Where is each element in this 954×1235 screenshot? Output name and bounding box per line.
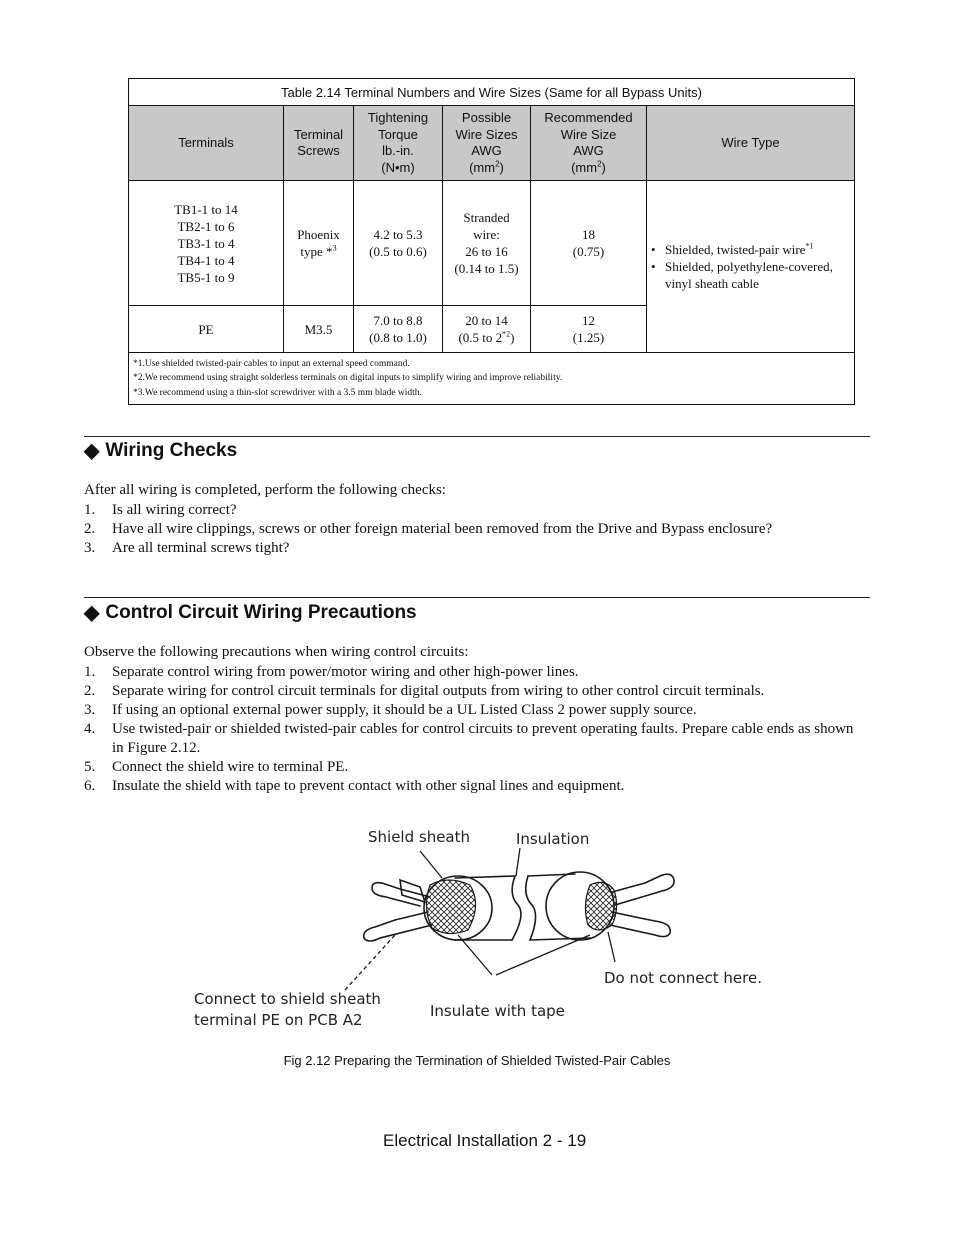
label-shield-sheath: Shield sheath [368,828,471,846]
cell-screws: Phoenix type *$^3$ [284,181,354,306]
right-wire-upper [612,874,674,905]
list-item: • Shielded, polyethylene-covered, vinyl sheath cable [651,259,833,291]
left-shield-hatch [426,880,475,934]
diamond-bullet-icon: ◆ [84,440,100,462]
list-item: 4. Use twisted-pair or shielded twisted-pair cables for control circuits to prevent operating faults. Prepare cable ends as shown in Figure 2.12. [84,721,854,756]
leader-tape-right [496,935,590,975]
leader-insulation [516,848,520,876]
left-wire-lower [364,912,432,941]
cable-cut-left [512,876,521,940]
note: *3.We recommend using a thin-slot screwdriver with a 3.5 mm blade width. [133,387,422,398]
list-item: 2. Separate wiring for control circuit terminals for digital outputs from wiring to other control circuit terminals. [84,683,765,699]
label-do-not-connect: Do not connect here. [604,969,762,987]
diamond-bullet-icon: ◆ [84,602,100,624]
right-wire-lower [610,912,670,937]
list-item: 1. Separate control wiring from power/motor wiring and other high-power lines. [84,664,579,680]
note: *2.We recommend using straight solderless terminals on digital inputs to simplify wiring and improve reliability. [133,373,563,384]
precautions-intro: Observe the following precautions when wiring control circuits: [84,644,469,660]
list-item: • Shielded, twisted-pair wire$^{*1}$ [651,241,814,257]
page-footer: Electrical Installation 2 - 19 [383,1131,587,1150]
cell-screws: M3.5 [284,306,354,353]
label-connect-shield-1: Connect to shield sheath [194,990,381,1008]
leader-tape-left [458,935,492,975]
list-item: 1. Is all wiring correct? [84,502,237,518]
list-item: 3. If using an optional external power supply, it should be a UL Listed Class 2 power supply source. [84,702,697,718]
label-insulate-with-tape: Insulate with tape [430,1002,565,1020]
header-possible-wire-sizes: Possible Wire Sizes AWG $(mm^2)$ [443,106,531,181]
table-caption: Table 2.14 Terminal Numbers and Wire Sizes (Same for all Bypass Units) [129,79,855,106]
header-recommended-wire-size: Recommended Wire Size AWG $(mm^2)$ [531,106,647,181]
cell-possible-sizes: 20 to 14 (0.5 to 2$^{*2}$) [443,306,531,353]
right-shield-hatch [585,882,616,930]
cell-terminals: TB1-1 to 14 TB2-1 to 6 TB3-1 to 4 TB4-1 to 4 TB5-1 to 9 [129,181,284,306]
cell-recommended-size: 12 (1.25) [531,306,647,353]
label-insulation: Insulation [516,830,590,848]
leader-connect [345,935,395,990]
leader-do-not-connect [608,932,615,962]
list-item: 2. Have all wire clippings, screws or other foreign material been removed from the Drive and Bypass enclosure? [84,521,773,537]
header-terminals: Terminals [129,106,284,181]
list-item: 6. Insulate the shield with tape to prevent contact with other signal lines and equipment. [84,778,625,794]
cable-cut-right [526,876,536,940]
left-wire-tip [400,880,425,902]
list-item: 5. Connect the shield wire to terminal PE. [84,759,349,775]
cell-terminals: PE [129,306,284,353]
figure-caption: Fig 2.12 Preparing the Termination of Shielded Twisted-Pair Cables [283,1053,671,1068]
cell-recommended-size: 18 (0.75) [531,181,647,306]
wiring-checks-intro: After all wiring is completed, perform the following checks: [84,482,446,498]
list-item: 3. Are all terminal screws tight? [84,540,290,556]
leader-shield-sheath [420,851,442,878]
label-connect-shield-2: terminal PE on PCB A2 [194,1011,363,1029]
cell-possible-sizes: Stranded wire: 26 to 16 (0.14 to 1.5) [443,181,531,306]
header-terminal-screws: Terminal Screws [284,106,354,181]
note: *1.Use shielded twisted-pair cables to input an external speed command. [133,358,410,369]
cell-torque: 7.0 to 8.8 (0.8 to 1.0) [354,306,443,353]
heading-text: Wiring Checks [105,440,238,461]
cell-torque: 4.2 to 5.3 (0.5 to 0.6) [354,181,443,306]
header-tightening-torque: Tightening Torque lb.-in. (N•m) [354,106,443,181]
heading-text: Control Circuit Wiring Precautions [105,602,417,623]
header-wire-type: Wire Type [647,106,855,181]
